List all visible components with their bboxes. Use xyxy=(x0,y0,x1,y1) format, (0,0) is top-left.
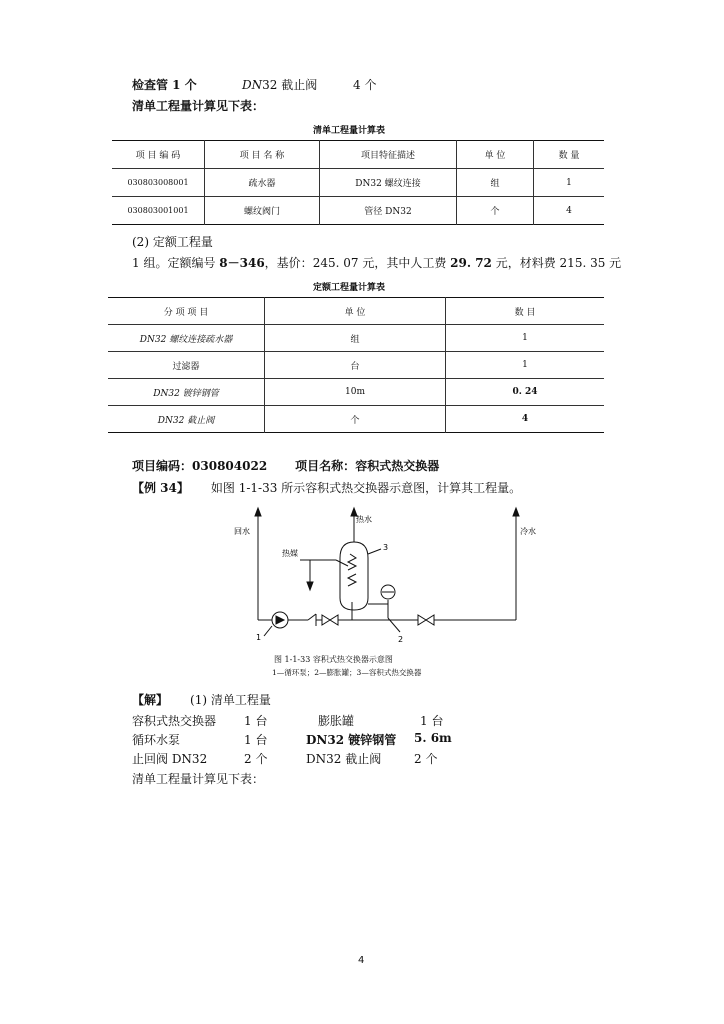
globe-valve-icon xyxy=(322,615,330,625)
heating-coil-icon xyxy=(348,554,356,570)
qty-item: 循环水泵 xyxy=(132,733,181,747)
section2-heading: (2) 定额工程量 xyxy=(132,235,213,249)
base-price: 245. 07 xyxy=(312,256,359,270)
table-cell: DN32 镀锌钢管 xyxy=(108,379,265,406)
solution-line xyxy=(132,691,271,708)
qty-row xyxy=(132,712,216,729)
table-cell: 1 xyxy=(446,325,605,352)
list-quantity-table xyxy=(112,140,604,225)
label-return-water: 回水 xyxy=(234,527,250,536)
example-tag: 【例 34】 xyxy=(132,481,189,495)
table-header: 项目特征描述 xyxy=(320,141,457,169)
table-cell: 组 xyxy=(265,325,446,352)
project-code: 030804022 xyxy=(192,459,268,473)
table-cell: 1 xyxy=(534,169,605,197)
table-row xyxy=(108,325,604,352)
project-header xyxy=(132,457,439,474)
line-mid1: ，基价： xyxy=(264,256,313,270)
item-globe-valve-qty: 4 个 xyxy=(353,78,377,92)
section2-line xyxy=(132,254,621,271)
project-name: 容积式热交换器 xyxy=(355,459,440,473)
return-arrow-icon xyxy=(255,508,261,516)
heat-exchanger-vessel-icon xyxy=(340,542,368,610)
table-cell: 螺纹阀门 xyxy=(205,197,320,225)
qty-value: 2 个 xyxy=(244,752,268,766)
project-code-label: 项目编码： xyxy=(132,459,193,473)
qty-value: 1 台 xyxy=(420,714,444,728)
globe-valve-icon xyxy=(418,615,426,625)
table-header-row xyxy=(108,298,604,325)
table-header: 项 目 编 码 xyxy=(112,141,205,169)
table-header: 分 项 项 目 xyxy=(108,298,265,325)
line-suffix: 元 xyxy=(605,256,622,270)
table2-title: 定额工程量计算表 xyxy=(313,283,386,293)
closing-text: 清单工程量计算见下表： xyxy=(132,772,265,786)
globe-valve-text: 32 截止阀 xyxy=(262,78,318,92)
table-header: 项 目 名 称 xyxy=(205,141,320,169)
heat-exchanger-diagram xyxy=(228,500,536,680)
table-cell: 10m xyxy=(265,379,446,406)
intro-text-1: 清单工程量计算见下表： xyxy=(132,99,265,113)
label-num-2: 2 xyxy=(398,635,404,644)
table-cell: 030803008001 xyxy=(112,169,205,197)
material-cost: 215. 35 xyxy=(559,256,606,270)
table-cell: 1 xyxy=(446,352,605,379)
table1-title: 清单工程量计算表 xyxy=(313,126,386,136)
table-header: 单 位 xyxy=(457,141,534,169)
qty-item: 止回阀 DN32 xyxy=(132,752,208,766)
line-mid2: 元，其中人工费 xyxy=(358,256,451,270)
line-mid3: 元，材料费 xyxy=(491,256,560,270)
table-cell: 管径 DN32 xyxy=(320,197,457,225)
table-cell: 疏水器 xyxy=(205,169,320,197)
quota-quantity-table xyxy=(108,297,604,433)
table-header: 数 量 xyxy=(534,141,605,169)
qty-item: DN32 镀锌钢管 xyxy=(306,733,397,747)
qty-item: 容积式热交换器 xyxy=(132,714,217,728)
table-cell: 4 xyxy=(534,197,605,225)
table-cell: 4 xyxy=(446,406,605,433)
table-cell: 个 xyxy=(457,197,534,225)
check-valve-icon xyxy=(308,614,316,620)
table-row xyxy=(112,197,604,225)
table-header-row xyxy=(112,141,604,169)
table-cell: 台 xyxy=(265,352,446,379)
qty-item: 膨胀罐 xyxy=(318,714,355,728)
item-globe-valve xyxy=(242,76,317,93)
steam-arrow-icon xyxy=(307,582,313,590)
label-hot-water: 热水 xyxy=(356,515,372,524)
labor-cost: 29. 72 xyxy=(450,256,492,270)
label-heat-medium: 热媒 xyxy=(282,549,298,558)
example-text: 如图 1-1-33 所示容积式热交换器示意图，计算其工程量。 xyxy=(210,481,522,495)
qty-item: DN32 截止阀 xyxy=(306,752,382,766)
table-cell: DN32 螺纹连接 xyxy=(320,169,457,197)
label-cold-water: 冷水 xyxy=(520,527,536,536)
line-prefix: 1 组。定额编号 xyxy=(132,256,220,270)
table-row xyxy=(108,406,604,433)
table-row xyxy=(112,169,604,197)
qty-value: 2 个 xyxy=(414,752,438,766)
solution-tag: 【解】 xyxy=(132,693,169,707)
table-row xyxy=(108,379,604,406)
quota-number: 8－346 xyxy=(219,256,265,270)
table-cell: 0. 24 xyxy=(446,379,605,406)
table-cell: 过滤器 xyxy=(108,352,265,379)
table-cell: DN32 截止阀 xyxy=(157,415,215,426)
cold-water-arrow-icon xyxy=(513,508,519,516)
example-line xyxy=(132,479,521,496)
figure-caption: 图 1-1-33 容积式热交换器示意图 xyxy=(274,655,393,664)
table-row xyxy=(108,352,604,379)
table-header: 数 目 xyxy=(446,298,605,325)
dn-label: DN xyxy=(242,78,263,92)
qty-value: 1 台 xyxy=(244,714,268,728)
qty-value: 5. 6m xyxy=(414,731,452,745)
table-cell: DN32 螺纹连接疏水器 xyxy=(108,325,265,352)
label-num-3: 3 xyxy=(383,543,389,552)
table-cell: 组 xyxy=(457,169,534,197)
item-inspection-pipe: 检查管 1 个 xyxy=(132,78,197,92)
label-num-1: 1 xyxy=(256,633,262,642)
table-cell: 个 xyxy=(265,406,446,433)
page-number: 4 xyxy=(358,955,365,966)
table-header: 单 位 xyxy=(265,298,446,325)
project-name-label: 项目名称： xyxy=(295,459,356,473)
solution-heading: (1) 清单工程量 xyxy=(190,693,271,707)
figure-legend: 1—循环泵；2—膨胀罐；3—容积式热交换器 xyxy=(272,668,422,677)
table-cell: 030803001001 xyxy=(127,206,189,215)
qty-value: 1 台 xyxy=(244,733,268,747)
